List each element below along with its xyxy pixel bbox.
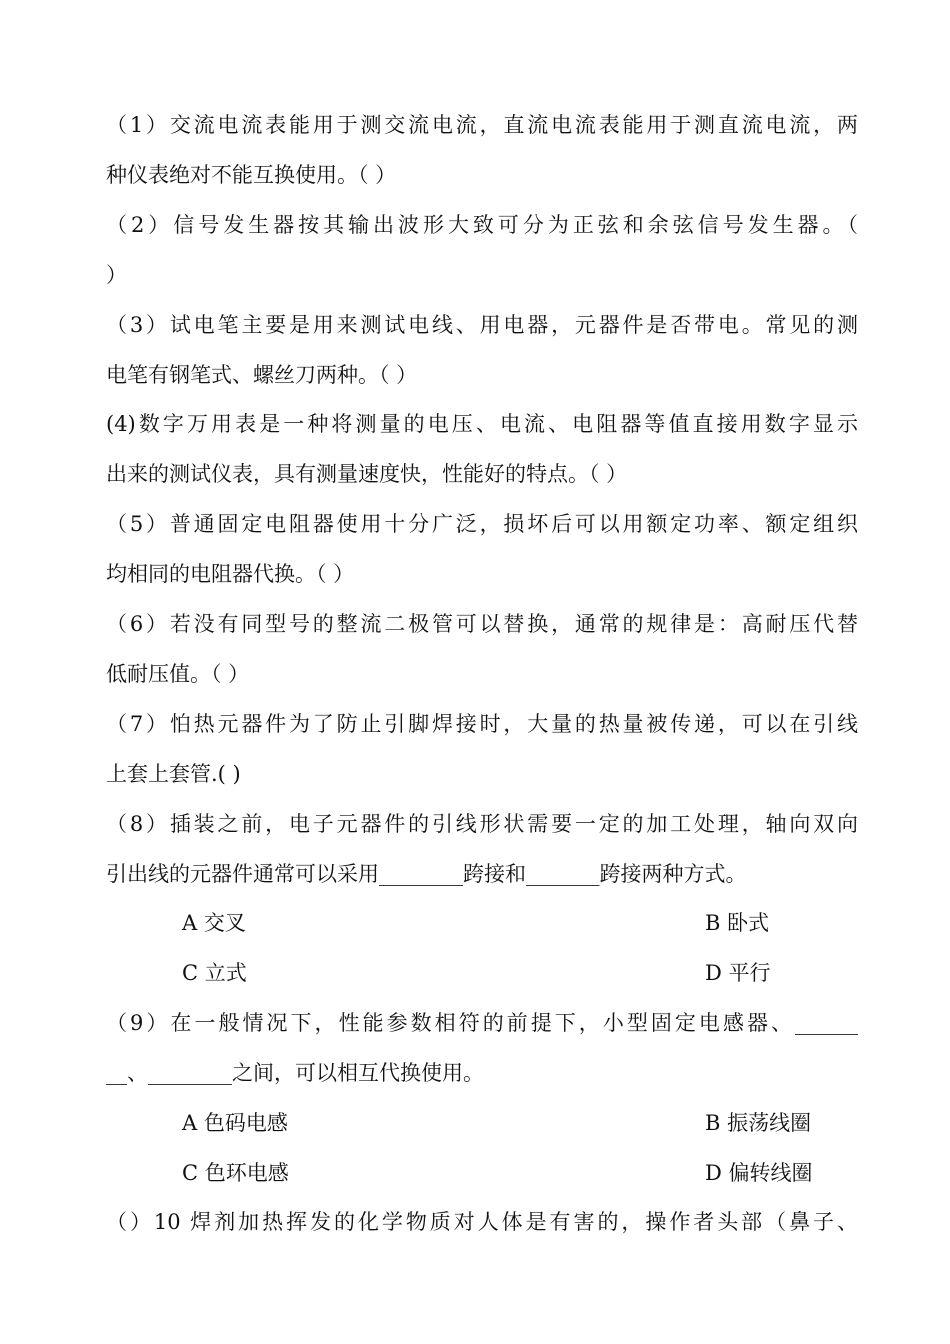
- q9-option-d: D 偏转线圈: [705, 1161, 813, 1185]
- q2-line1: （2）信号发生器按其输出波形大致可分为正弦和余弦信号发生器。（: [106, 213, 858, 237]
- q5-line2: 均相同的电阻器代换。（ ）: [106, 562, 355, 586]
- q2-line2: ）: [106, 263, 127, 287]
- q4-line2: 出来的测试仪表，具有测量速度快，性能好的特点。（ ）: [106, 462, 628, 486]
- q8-option-d: D 平行: [705, 961, 771, 985]
- q4-line1: (4)数字万用表是一种将测量的电压、电流、电阻器等值直接用数字显示: [106, 412, 858, 436]
- q9-option-b: B 振荡线圈: [705, 1111, 812, 1135]
- q8-line1: （8）插装之前，电子元器件的引线形状需要一定的加工处理，轴向双向: [106, 812, 858, 836]
- q6-line1: （6）若没有同型号的整流二极管可以替换，通常的规律是：高耐压代替: [106, 612, 858, 636]
- q9-option-a: A 色码电感: [182, 1111, 288, 1135]
- q7-line1: （7）怕热元器件为了防止引脚焊接时，大量的热量被传递，可以在引线: [106, 712, 858, 736]
- q8-option-a: A 交叉: [182, 911, 246, 935]
- q9-line1: （9）在一般情况下，性能参数相符的前提下，小型固定电感器、______: [106, 1011, 858, 1035]
- q8-option-b: B 卧式: [705, 911, 770, 935]
- q8-line2: 引出线的元器件通常可以采用________跨接和_______跨接两种方式。: [106, 862, 747, 886]
- q7-line2: 上套上套管.( ): [106, 762, 241, 786]
- q9-line2: __、________之间，可以相互代换使用。: [106, 1061, 484, 1085]
- q1-line2: 种仪表绝对不能互换使用。（ ）: [106, 163, 397, 187]
- q10-line1: （）10 焊剂加热挥发的化学物质对人体是有害的，操作者头部（鼻子、: [106, 1210, 858, 1234]
- q6-line2: 低耐压值。（ ）: [106, 662, 250, 686]
- q5-line1: （5）普通固定电阻器使用十分广泛，损坏后可以用额定功率、额定组织: [106, 512, 858, 536]
- q9-option-c: C 色环电感: [182, 1161, 289, 1185]
- q3-line1: （3）试电笔主要是用来测试电线、用电器，元器件是否带电。常见的测: [106, 313, 858, 337]
- q8-option-c: C 立式: [182, 961, 247, 985]
- q1-line1: （1）交流电流表能用于测交流电流，直流电流表能用于测直流电流，两: [106, 113, 858, 137]
- q3-line2: 电笔有钢笔式、螺丝刀两种。（ ）: [106, 363, 418, 387]
